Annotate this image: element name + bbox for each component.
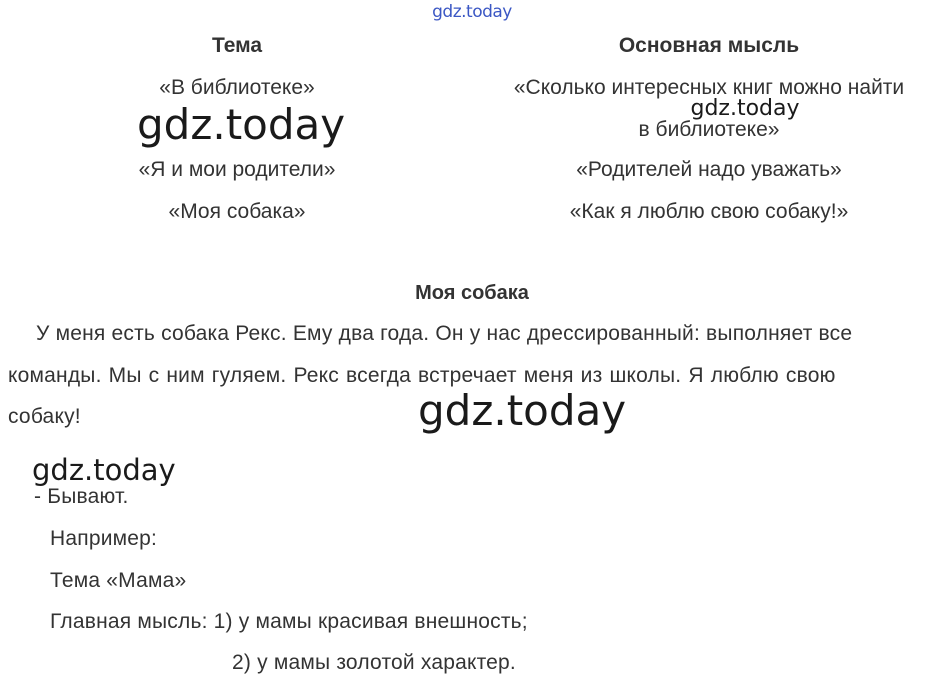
idea-cell-library-line2: в библиотеке»	[638, 118, 780, 141]
theme-cell-library: «В библиотеке»	[159, 76, 315, 99]
theme-column-header: Тема	[211, 34, 263, 57]
essay-line-3: собаку!	[8, 405, 81, 428]
essay-line-2: команды. Мы с ним гуляем. Рекс всегда встречает меня из школы. Я люблю свою	[8, 364, 836, 387]
watermark-center-large: gdz.today	[418, 386, 627, 435]
answer-line-5: 2) у мамы золотой характер.	[232, 651, 516, 674]
answer-line-3: Тема «Мама»	[50, 569, 187, 592]
theme-cell-dog: «Моя собака»	[168, 200, 306, 223]
essay-title: Моя собака	[415, 282, 529, 304]
answer-line-2: Например:	[50, 527, 158, 550]
answer-line-1: - Бывают.	[34, 485, 129, 508]
idea-cell-dog: «Как я люблю свою собаку!»	[569, 200, 849, 223]
watermark-right-small: gdz.today	[690, 96, 800, 121]
theme-cell-parents: «Я и мои родители»	[138, 158, 336, 181]
watermark-top: gdz.today	[432, 2, 512, 22]
idea-cell-library-line1: «Сколько интересных книг можно найти	[513, 76, 905, 99]
main-idea-column-header: Основная мысль	[618, 34, 800, 57]
idea-cell-parents: «Родителей надо уважать»	[576, 158, 842, 181]
watermark-lower-left: gdz.today	[32, 453, 176, 487]
essay-line-1: У меня есть собака Рекс. Ему два года. Он у нас дрессированный: выполняет все	[36, 322, 853, 345]
answer-line-4: Главная мысль: 1) у мамы красивая внешность;	[50, 610, 528, 633]
watermark-left-large: gdz.today	[137, 100, 346, 149]
